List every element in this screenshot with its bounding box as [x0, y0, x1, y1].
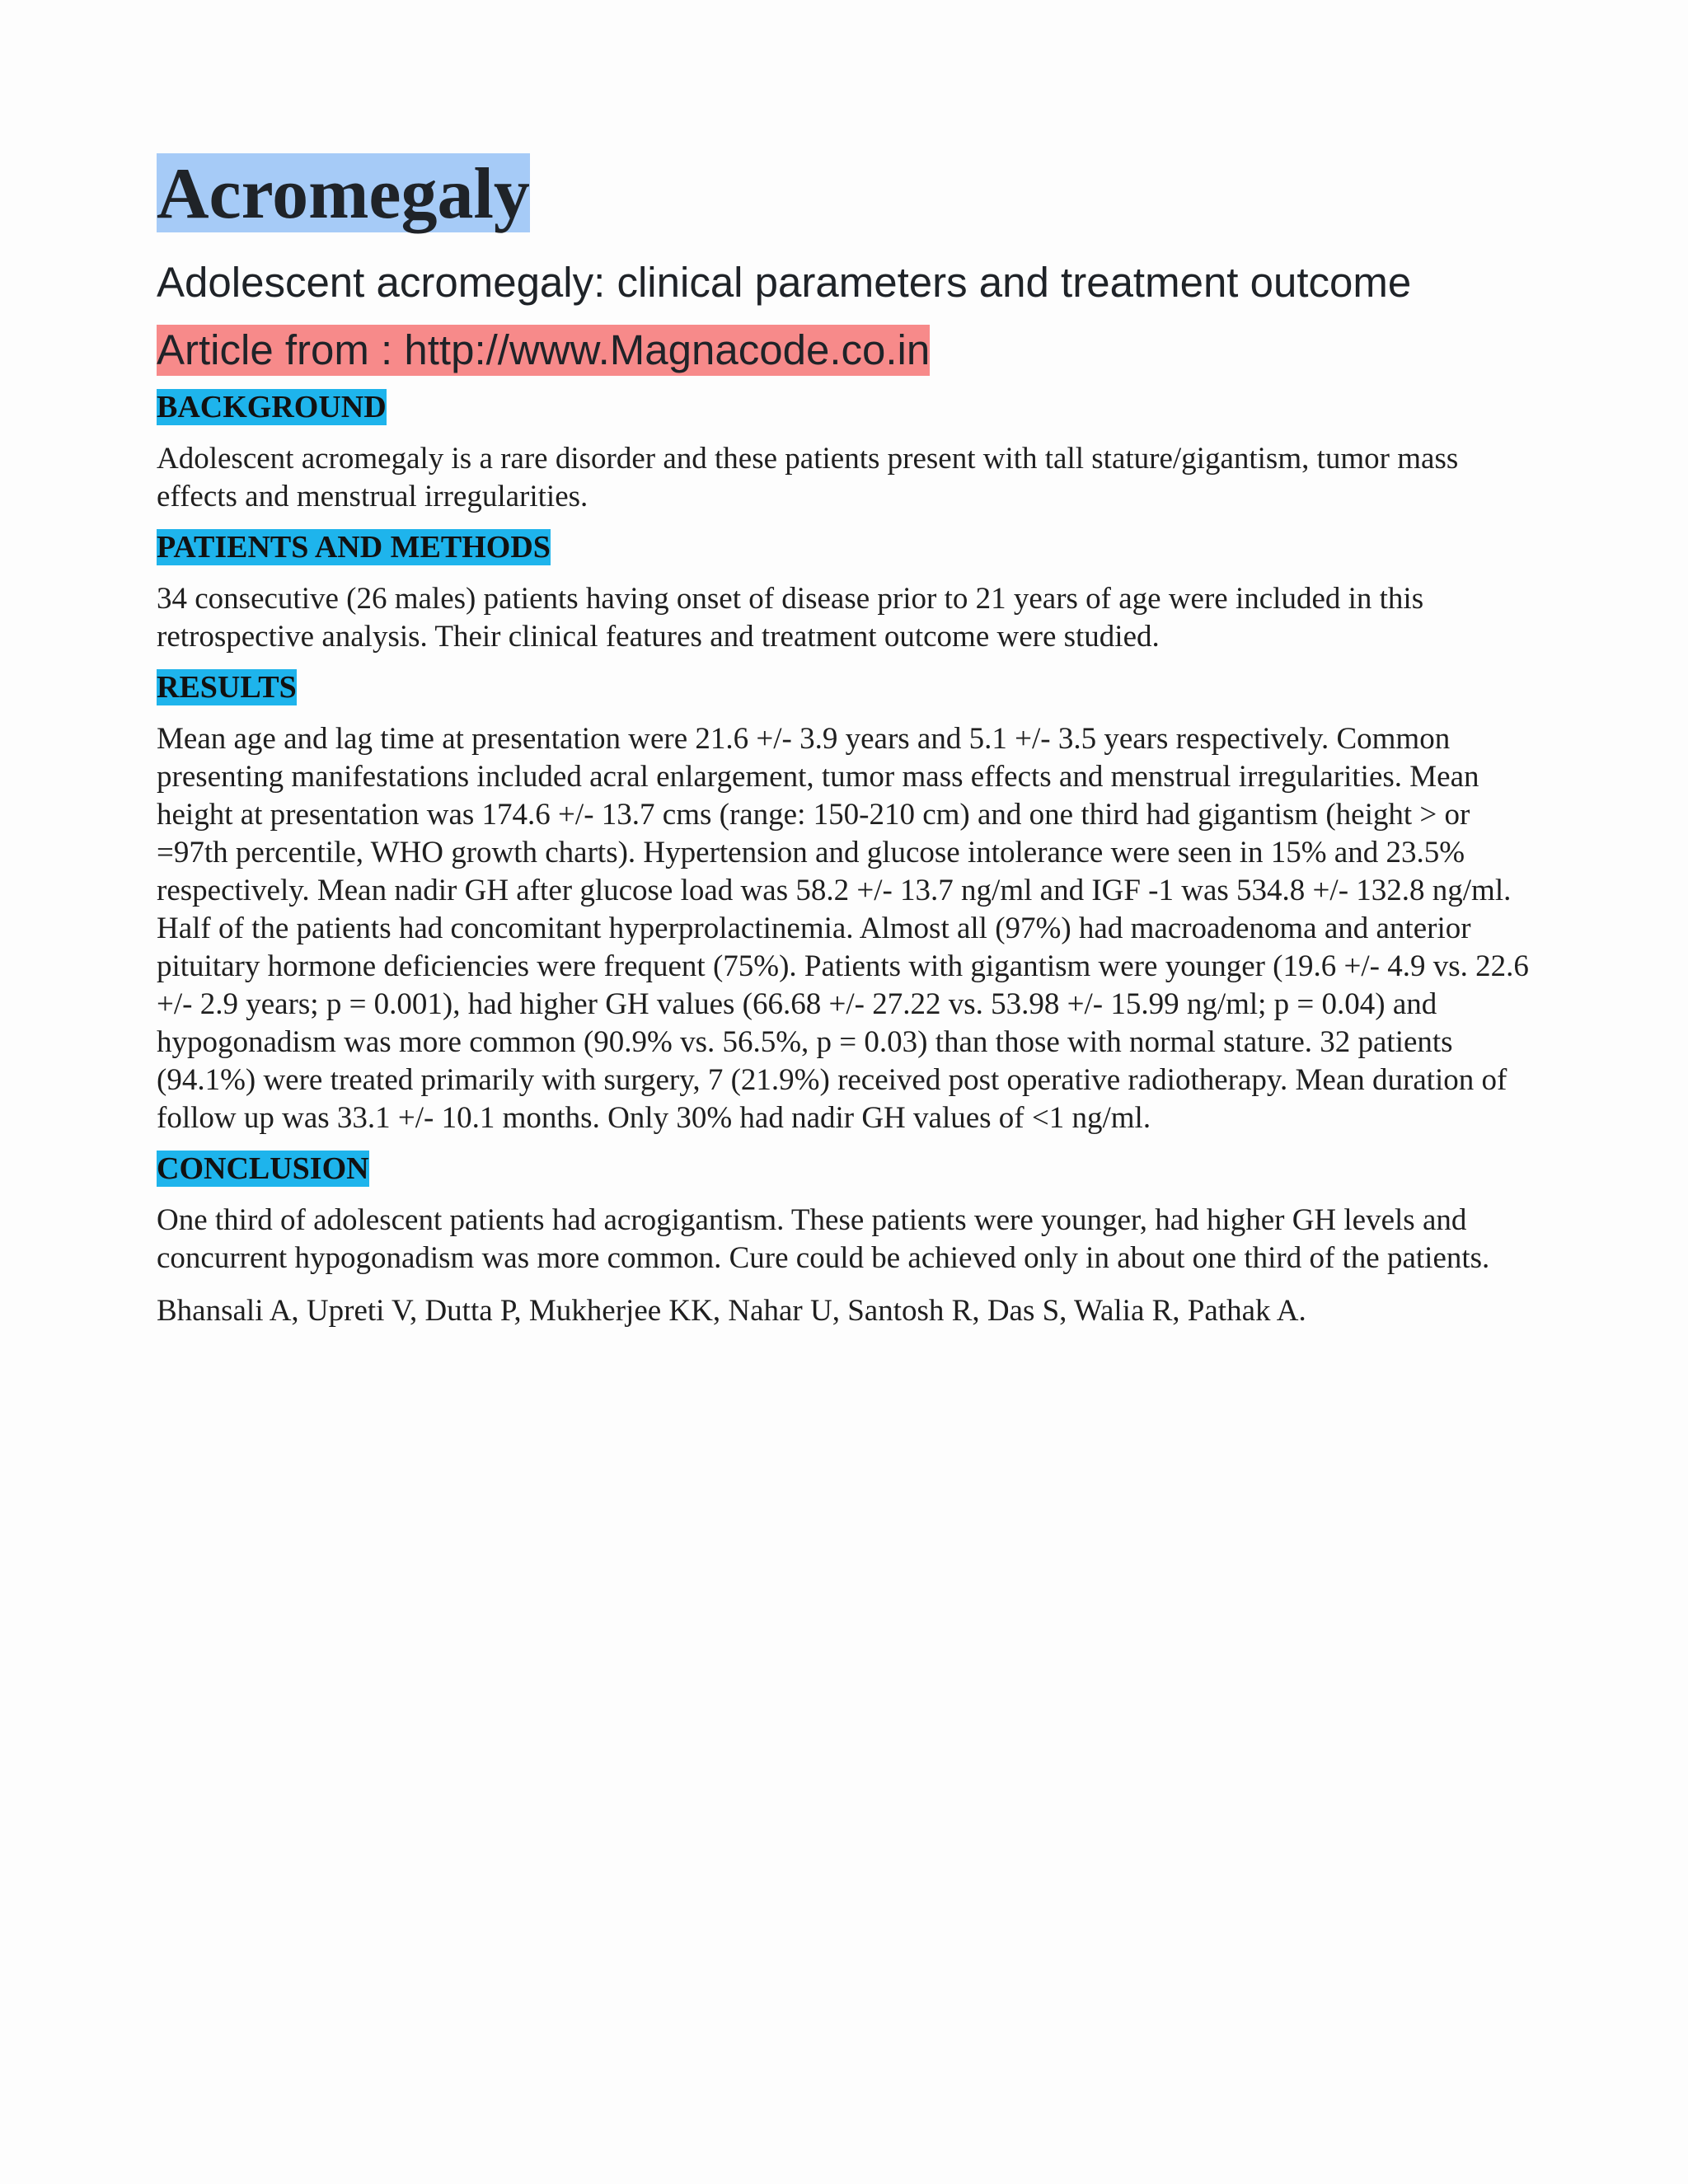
- article-subtitle: Adolescent acromegaly: clinical parameters and treatment outcome: [157, 259, 1412, 306]
- section-text-results: Mean age and lag time at presentation were 21.6 +/- 3.9 years and 5.1 +/- 3.5 years respectively. Common presenting manifestations included acral enlargement, tumor mass effects and menstrual irregularities. Mean height at presentation was 174.6 +/- 13.7 cms (range: 150-210 cm) and one third had gigantism (height > or =97th percentile, WHO growth charts). Hypertension and glucose intolerance were seen in 15% and 23.5% respectively. Mean nadir GH after glucose load was 58.2 +/- 13.7 ng/ml and IGF -1 was 534.8 +/- 132.8 ng/ml. Half of the patients had concomitant hyperprolactinemia. Almost all (97%) had macroadenoma and anterior pituitary hormone deficiencies were frequent (75%). Patients with gigantism were younger (19.6 +/- 4.9 vs. 22.6 +/- 2.9 years; p = 0.001), had higher GH values (66.68 +/- 27.22 vs. 53.98 +/- 15.99 ng/ml; p = 0.04) and hypogonadism was more common (90.9% vs. 56.5%, p = 0.03) than those with normal stature. 32 patients (94.1%) were treated primarily with surgery, 7 (21.9%) received post operative radiotherapy. Mean duration of follow up was 33.1 +/- 10.1 months. Only 30% had nadir GH values of <1 ng/ml.: [157, 722, 1529, 1135]
- section-heading-methods: PATIENTS AND METHODS: [157, 530, 551, 565]
- section-methods: [157, 529, 1541, 656]
- section-conclusion: [157, 1151, 1541, 1277]
- section-heading-background: BACKGROUND: [157, 390, 387, 424]
- authors-list: Bhansali A, Upreti V, Dutta P, Mukherjee KK, Nahar U, Santosh R, Das S, Walia R, Pathak A.: [157, 1294, 1306, 1328]
- section-background: [157, 389, 1541, 516]
- section-text-conclusion: One third of adolescent patients had acrogigantism. These patients were younger, had higher GH levels and concurrent hypogonadism was more common. Cure could be achieved only in about one third of the patients.: [157, 1203, 1490, 1275]
- section-text-background: Adolescent acromegaly is a rare disorder and these patients present with tall stature/gigantism, tumor mass effects and menstrual irregularities.: [157, 442, 1459, 513]
- article-page: [157, 153, 1541, 1330]
- section-text-methods: 34 consecutive (26 males) patients having onset of disease prior to 21 years of age were included in this retrospective analysis. Their clinical features and treatment outcome were studied.: [157, 582, 1424, 654]
- section-heading-conclusion: CONCLUSION: [157, 1151, 369, 1186]
- page-title: Acromegaly: [157, 154, 530, 234]
- article-source: Article from : http://www.Magnacode.co.in: [157, 325, 930, 376]
- section-heading-results: RESULTS: [157, 670, 297, 705]
- section-results: [157, 669, 1541, 1137]
